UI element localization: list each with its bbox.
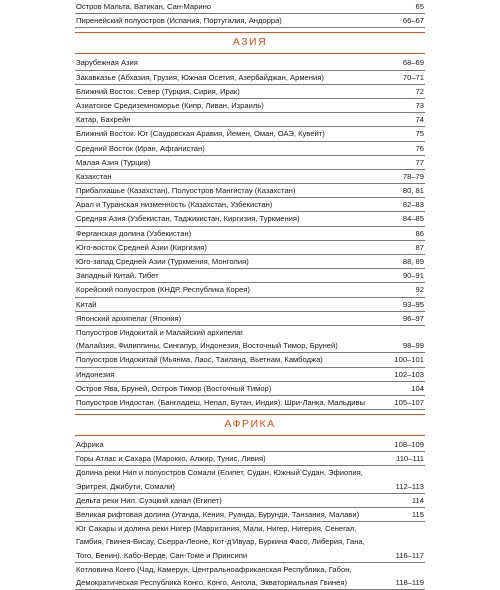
toc-entry-title: Великая рифтовая долина (Уганда, Кения, Руанда, Бурунди, Танзания, Малави)	[76, 510, 360, 519]
toc-entry	[75, 269, 425, 283]
toc-entry-title: Катар, Бахрейн	[76, 115, 131, 125]
toc-entry-title: Горы Атлас и Сахара (Марокко, Алжир, Тунис, Ливия)	[76, 454, 266, 464]
toc-entry-title: Арал и Туранская низменность (Казахстан, Узбекистан)	[76, 200, 273, 210]
toc-entry-page: 88, 89	[402, 257, 424, 266]
table-of-contents	[75, 0, 425, 590]
toc-entry	[75, 353, 425, 367]
toc-entry-title: Юг Сахары и долина реки Нигер (Мавритания, Мали, Нигер, Нигерия, Сенегал,	[76, 524, 357, 534]
toc-entry-title: Средняя Азия (Узбекистан, Таджикистан, Киргизия, Туркмения)	[76, 214, 300, 224]
toc-entry-page: 93–95	[402, 299, 424, 309]
toc-entry-title: Корейский полуостров (КНДР, Республика Корея)	[76, 285, 250, 295]
toc-entry-title: Закавказье (Абхазия, Грузия, Южная Осетия, Азербайджан, Армения)	[76, 72, 324, 82]
toc-entry-title: Казахстан	[76, 171, 112, 181]
toc-entry-page: 77	[415, 157, 424, 167]
toc-entry-title: Того, Бенин). Кабо-Верде, Сан-Томе и Принсипи	[76, 550, 248, 560]
toc-entry-page: 86	[415, 228, 424, 238]
toc-entry-title: Ферганская долина (Узбекистан)	[76, 228, 192, 238]
toc-entry-page: 118–119	[395, 577, 424, 587]
toc-entry-page: 72	[415, 86, 424, 96]
toc-top-list	[75, 0, 425, 28]
toc-entry-page: 66–67	[402, 16, 424, 26]
toc-entry-page: 110–111	[396, 454, 424, 464]
toc-entry-title: Малая Азия (Турция)	[76, 157, 151, 167]
toc-entry	[75, 85, 425, 99]
toc-entry-title: Юго-восток Средней Азии (Киргизия)	[76, 242, 207, 252]
toc-entry-page: 115	[411, 510, 424, 519]
toc-entry-title: Остров Мальта, Ватикан, Сан-Марино	[76, 2, 212, 11]
toc-entry-title: Полуостров Индокитай и Малайский архипелаг	[76, 327, 244, 337]
toc-entry-page: 73	[415, 100, 424, 110]
toc-entry	[75, 466, 425, 479]
toc-entry-page: 87	[415, 242, 424, 252]
toc-entry-title: Африка	[76, 440, 104, 450]
toc-entry	[75, 535, 425, 548]
toc-entry	[75, 438, 425, 452]
toc-entry	[75, 99, 425, 113]
toc-entry-page: 108–109	[394, 440, 424, 450]
toc-entry-page: 74	[415, 115, 424, 125]
toc-entry	[75, 312, 425, 326]
toc-entry-title: Средний Восток (Иран, Афганистан)	[76, 143, 205, 153]
toc-entry	[75, 522, 425, 535]
toc-entry	[75, 71, 425, 85]
toc-entry-page: 90–91	[402, 271, 424, 281]
toc-entry-title: Юго-запад Средней Азии (Туркмения, Монголия)	[76, 257, 249, 266]
toc-entry	[75, 198, 425, 212]
toc-entry	[75, 156, 425, 170]
toc-entry-page: 80, 81	[402, 186, 424, 196]
toc-entry	[75, 298, 425, 312]
toc-entry	[75, 576, 425, 590]
toc-entry	[75, 326, 425, 339]
toc-entry	[75, 508, 425, 522]
toc-entry-title: Котловина Конго (Чад, Камерун, Центральноафриканская Республика, Габон,	[76, 564, 352, 574]
toc-entry-page: 116–117	[395, 550, 424, 560]
toc-entry-page: 78–79	[402, 171, 424, 181]
toc-entry-title: Остров Ява, Бруней, Остров Тимор (Восточный Тимор)	[76, 383, 272, 393]
toc-entry-title: Гамбия, Гвинея-Бисау, Сьерра-Леоне, Кот-д’Ивуар, Буркина Фасо, Либерия, Гана,	[76, 537, 365, 547]
toc-entry	[75, 212, 425, 226]
toc-entry	[75, 14, 425, 28]
toc-entry-title: (Малайзия, Филиппины, Сингапур, Индонезия, Восточный Тимор, Бруней)	[76, 341, 338, 351]
toc-entry-page: 100–101	[394, 355, 424, 365]
toc-entry-title: Японский архипелаг (Япония)	[76, 313, 182, 323]
toc-entry-title: Зарубежная Азия	[76, 58, 138, 68]
toc-entry	[75, 170, 425, 184]
toc-entry-page: 82–83	[402, 200, 424, 210]
toc-entry-title: Демократическая Республика Конго, Конго, Ангола, Экваториальная Гвинея)	[76, 577, 347, 587]
toc-entry	[75, 241, 425, 255]
toc-entry-title: Ближний Восток. Север (Турция, Сирия, Ирак)	[76, 86, 240, 96]
toc-entry	[75, 494, 425, 508]
toc-entry-title: Дельта реки Нил. Суэцкий канал (Египет)	[76, 495, 222, 505]
toc-entry	[75, 339, 425, 353]
toc-entry-page: 112–113	[395, 481, 424, 491]
toc-entry-page: 104	[411, 383, 424, 393]
toc-entry-page: 92	[415, 285, 424, 295]
toc-entry-page: 96–97	[402, 313, 424, 323]
toc-entry-title: Китай	[76, 299, 97, 309]
toc-entry	[75, 127, 425, 141]
toc-entry	[75, 255, 425, 269]
toc-entry-title: Прибалхашье (Казахстан), Полуостров Мангистау (Казахстан)	[76, 186, 296, 196]
toc-entry	[75, 563, 425, 576]
toc-entry-title: Полуостров Индостан. (Бангладеш, Непал, Бутан, Индия). Шри-Ланка, Мальдивы	[76, 397, 366, 407]
toc-entry	[75, 184, 425, 198]
toc-entry-page: 75	[415, 129, 424, 139]
toc-entry	[75, 227, 425, 241]
toc-entry	[75, 283, 425, 297]
toc-entry	[75, 0, 425, 14]
toc-entry-page: 76	[415, 143, 424, 153]
toc-entry-page: 114	[411, 495, 424, 505]
toc-entry	[75, 382, 425, 396]
toc-entry-title: Западный Китай. Тибет	[76, 271, 159, 281]
toc-entry-page: 70–71	[402, 72, 424, 82]
toc-entry	[75, 480, 425, 494]
toc-entry-title: Эритрея, Джибути, Сомали)	[76, 481, 175, 491]
section-heading-asia: АЗИЯ	[75, 32, 425, 54]
toc-entry-title: Индонезия	[76, 369, 115, 379]
toc-entry-page: 84–85	[402, 214, 424, 224]
toc-asia-list	[75, 56, 425, 410]
toc-africa-list	[75, 438, 425, 590]
toc-entry-title: Полуостров Индокитай (Мьянма, Лаос, Таиланд, Вьетнам, Камбоджа)	[76, 355, 323, 365]
toc-entry	[75, 549, 425, 563]
toc-entry-page: 65	[415, 2, 424, 11]
toc-entry	[75, 396, 425, 410]
toc-entry-page: 102–103	[394, 369, 424, 379]
toc-entry	[75, 452, 425, 466]
toc-entry-title: Ближний Восток. Юг (Саудовская Аравия, Йемен, Оман, ОАЭ, Кувейт)	[76, 129, 325, 139]
toc-entry	[75, 56, 425, 70]
toc-entry	[75, 142, 425, 156]
toc-entry-page: 105–107	[394, 397, 424, 407]
toc-entry-title: Пиренейский полуостров (Испания, Португалия, Андорра)	[76, 16, 282, 26]
toc-entry-title: Долина реки Нил и полуостров Сомали (Египет, Судан, Южный Судан, Эфиопия,	[76, 468, 363, 478]
toc-entry-title: Азиатское Средиземноморье (Кипр, Ливан, Израиль)	[76, 100, 264, 110]
section-heading-africa: АФРИКА	[75, 414, 425, 436]
toc-entry-page: 68–69	[402, 58, 424, 68]
toc-entry	[75, 368, 425, 382]
toc-entry	[75, 113, 425, 127]
toc-entry-page: 98–99	[402, 341, 424, 351]
